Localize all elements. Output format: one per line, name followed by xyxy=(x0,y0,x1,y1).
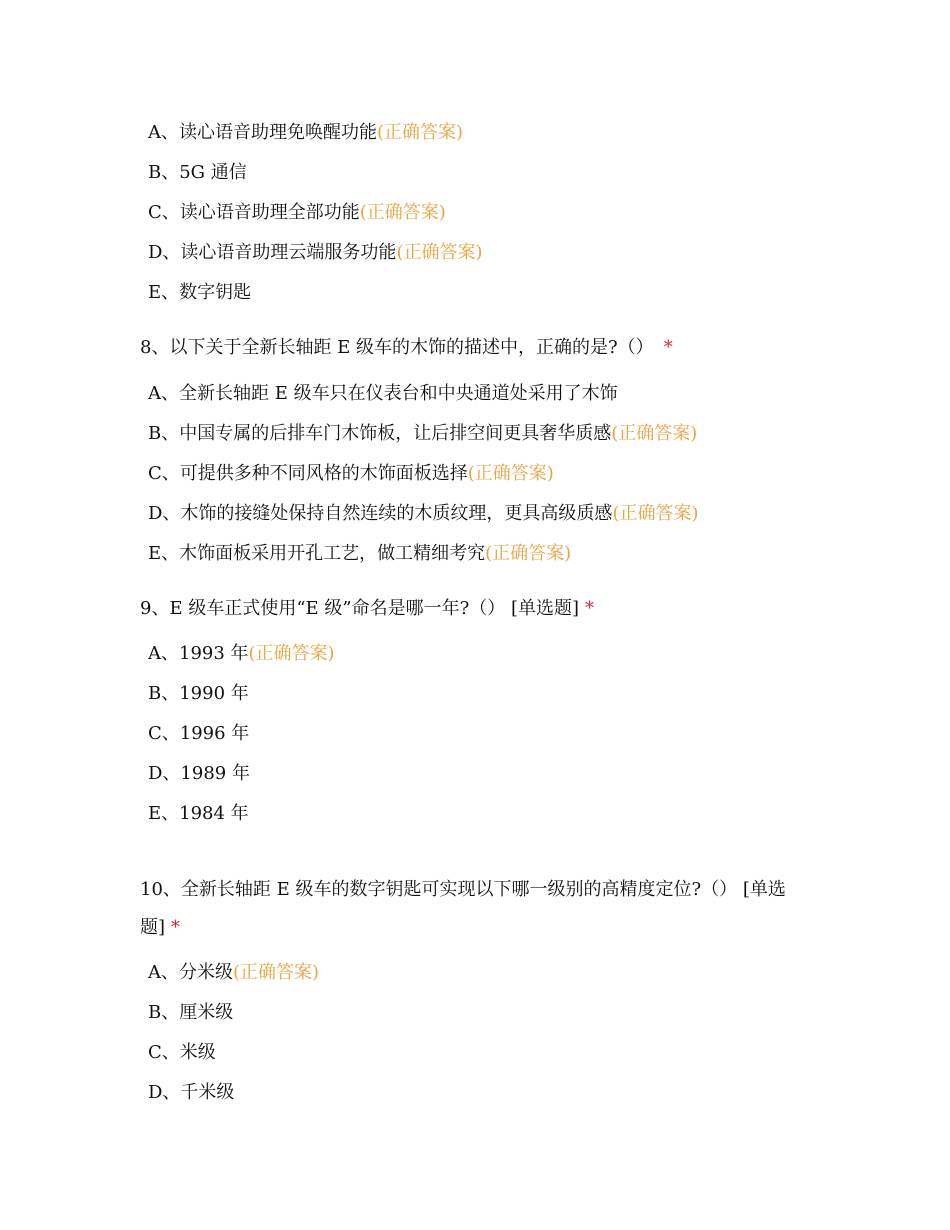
q9-option-e xyxy=(148,801,249,827)
q7-option-e xyxy=(148,280,251,306)
correct-answer-tag: (正确答案) xyxy=(359,202,446,223)
q7-option-c xyxy=(148,200,446,226)
correct-answer-tag: (正确答案) xyxy=(467,463,554,484)
q8-option-c xyxy=(148,461,554,487)
question-text: 9、E 级车正式使用“E 级”命名是哪一年?（） [单选题] xyxy=(140,598,579,619)
q10-option-d xyxy=(148,1080,234,1106)
option-label: C、米级 xyxy=(148,1042,216,1063)
option-label: C、读心语音助理全部功能 xyxy=(148,202,360,223)
option-label: C、可提供多种不同风格的木饰面板选择 xyxy=(148,463,468,484)
correct-answer-tag: (正确答案) xyxy=(233,962,320,983)
option-label: D、1989 年 xyxy=(148,763,250,784)
q10-option-b xyxy=(148,1000,233,1026)
q7-option-b xyxy=(148,160,247,186)
option-label: B、5G 通信 xyxy=(148,162,247,183)
correct-answer-tag: (正确答案) xyxy=(612,503,699,524)
q10-option-c xyxy=(148,1040,216,1066)
correct-answer-tag: (正确答案) xyxy=(377,122,464,143)
question-text: 8、以下关于全新长轴距 E 级车的木饰的描述中，正确的是?（） xyxy=(140,337,654,358)
option-label: E、1984 年 xyxy=(148,803,249,824)
required-asterisk: * xyxy=(585,598,594,619)
q8-option-e xyxy=(148,541,571,567)
q9-option-b xyxy=(148,681,249,707)
correct-answer-tag: (正确答案) xyxy=(396,242,483,263)
option-label: C、1996 年 xyxy=(148,723,250,744)
correct-answer-tag: (正确答案) xyxy=(611,423,698,444)
option-label: E、数字钥匙 xyxy=(148,282,252,303)
option-label: A、分米级 xyxy=(148,962,233,983)
option-label: B、厘米级 xyxy=(148,1002,234,1023)
q9-option-d xyxy=(148,761,250,787)
option-label: B、1990 年 xyxy=(148,683,249,704)
required-asterisk: * xyxy=(663,337,673,358)
correct-answer-tag: (正确答案) xyxy=(485,543,572,564)
q8-title xyxy=(140,335,673,361)
option-label: A、1993 年 xyxy=(148,643,249,664)
option-label: A、读心语音助理免唤醒功能 xyxy=(148,122,377,143)
option-label: D、读心语音助理云端服务功能 xyxy=(148,242,397,263)
q10-title xyxy=(140,871,800,947)
q9-option-a xyxy=(148,641,335,667)
correct-answer-tag: (正确答案) xyxy=(248,643,335,664)
required-asterisk: * xyxy=(171,917,181,938)
q8-option-a xyxy=(148,381,618,407)
question-text: 10、全新长轴距 E 级车的数字钥匙可实现以下哪一级别的高精度定位?（） [单选题] xyxy=(140,879,786,938)
q8-option-d xyxy=(148,501,698,527)
option-label: B、中国专属的后排车门木饰板，让后排空间更具奢华质感 xyxy=(148,423,612,444)
option-label: A、全新长轴距 E 级车只在仪表台和中央通道处采用了木饰 xyxy=(148,383,618,404)
q7-option-d xyxy=(148,240,482,266)
q10-option-a xyxy=(148,960,319,986)
q9-title xyxy=(140,596,594,622)
option-label: E、木饰面板采用开孔工艺，做工精细考究 xyxy=(148,543,486,564)
q9-option-c xyxy=(148,721,249,747)
q8-option-b xyxy=(148,421,697,447)
option-label: D、千米级 xyxy=(148,1082,235,1103)
q7-option-a xyxy=(148,120,463,146)
option-label: D、木饰的接缝处保持自然连续的木质纹理，更具高级质感 xyxy=(148,503,613,524)
